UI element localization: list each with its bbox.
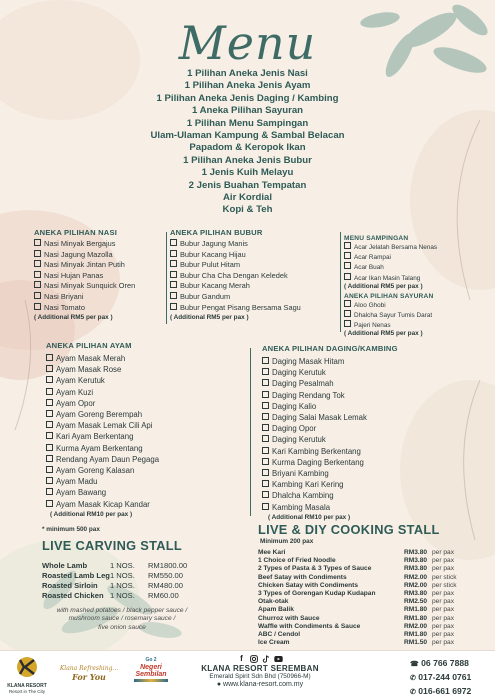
sampingan-note: ( Additional RM5 per pax ): [344, 282, 423, 290]
list-item: Ayam Kerutuk: [46, 375, 246, 386]
list-item: Ayam Madu: [46, 476, 246, 487]
item-unit: per stick: [432, 573, 457, 581]
item-price: RM1.80: [404, 631, 428, 639]
list-item: Daging Rendang Tok: [262, 390, 462, 401]
phone-line[interactable]: [410, 685, 494, 699]
ayam-title: ANEKA PILIHAN AYAM: [46, 341, 132, 350]
item-price: RM2.00: [404, 581, 428, 589]
carving-table: [42, 561, 187, 601]
package-item: 1 Jenis Kuih Melayu: [201, 167, 294, 179]
list-item: Acar Buah: [344, 262, 464, 272]
refreshing-logo: [54, 665, 124, 682]
list-item: Kari Kambing Berkentang: [262, 446, 462, 457]
list-item: Acar Ikan Masin Talang: [344, 273, 464, 283]
item-name: 2 Types of Pasta & 3 Types of Sauce: [258, 565, 372, 573]
daging-title: ANEKA PILIHAN DAGING/KAMBING: [262, 344, 398, 353]
table-row: [258, 606, 457, 614]
brand-tagline: Resort in The City: [9, 689, 45, 694]
item-name: Mee Kari: [258, 549, 286, 556]
ayam-section: [42, 341, 246, 533]
package-item: Kopi & Teh: [222, 204, 273, 216]
list-item: Nasi Minyak Bergajus: [34, 239, 164, 250]
item-unit: per pax: [432, 614, 454, 622]
item-unit: per pax: [432, 549, 454, 556]
nasi-note: ( Additional RM5 per pax ): [34, 314, 113, 322]
tiktok-icon[interactable]: [262, 655, 270, 663]
list-item: Rendang Ayam Daun Pegaga: [46, 454, 246, 465]
negeri-line: Go 2: [145, 657, 157, 663]
minimum-pax-note: * minimum 500 pax: [42, 525, 100, 533]
item-name: Otak-otak: [258, 598, 289, 606]
table-row: [258, 623, 457, 631]
table-row: [258, 557, 457, 565]
item-price: RM1.80: [404, 606, 428, 614]
whatsapp-icon: ✆: [410, 675, 416, 682]
list-item: Daging Kalio: [262, 401, 462, 412]
daging-note: ( Additional RM10 per pax ): [268, 513, 351, 521]
list-item: Ayam Masak Rose: [46, 364, 246, 375]
item-price: RM550.00: [147, 570, 183, 580]
item-qty: 1 NOS.: [109, 570, 135, 580]
list-item: Daging Kerutuk: [262, 367, 462, 378]
nasi-section: [34, 228, 164, 321]
phone-line[interactable]: [410, 671, 494, 685]
nasi-title: ANEKA PILIHAN NASI: [34, 228, 118, 237]
list-item: Kambing Masala: [262, 502, 462, 513]
klana-logo-icon: [12, 656, 42, 678]
item-price: RM2.00: [404, 573, 428, 581]
list-item: Nasi Minyak Sunquick Oren: [34, 281, 164, 292]
phone-line[interactable]: [410, 657, 494, 671]
list-item: Ayam Goreng Kalasan: [46, 465, 246, 476]
package-items: [0, 68, 495, 217]
bubur-title: ANEKA PILIHAN BUBUR: [170, 228, 263, 237]
list-item: Nasi Hujan Panas: [34, 271, 164, 282]
item-price: RM1800.00: [147, 560, 188, 570]
package-item: 1 Pilihan Aneka Jenis Daging / Kambing: [156, 92, 339, 104]
item-name: Whole Lamb: [42, 561, 88, 570]
item-name: Roasted Sirloin: [42, 581, 98, 590]
table-row: [258, 615, 457, 623]
item-price: RM3.80: [404, 549, 428, 556]
package-item: Air Kordial: [222, 192, 273, 204]
item-price: RM3.80: [404, 565, 428, 573]
package-item: 2 Jenis Buahan Tempatan: [188, 179, 307, 191]
item-name: Roasted Chicken: [42, 591, 104, 600]
list-item: Daging Pesalmah: [262, 378, 462, 389]
item-name: Waffle with Condiments & Sauce: [258, 622, 361, 630]
list-item: Bubur Jagung Manis: [170, 239, 340, 250]
list-item: Daging Salai Masak Lemak: [262, 412, 462, 423]
phone-list: [410, 657, 494, 699]
list-item: Nasi Briyani: [34, 292, 164, 303]
website-url[interactable]: www.klana-resort.com.my: [223, 681, 304, 688]
list-item: Kurma Ayam Berkentang: [46, 443, 246, 454]
table-row: [42, 571, 187, 581]
item-unit: per pax: [432, 606, 454, 614]
item-name: 1 Choice of Fried Noodle: [258, 557, 336, 565]
whatsapp-icon: ✆: [410, 689, 416, 696]
sayuran-title: ANEKA PILIHAN SAYURAN: [344, 292, 434, 300]
list-item: Ayam Goreng Berempah: [46, 409, 246, 420]
item-name: Chicken Satay with Condiments: [258, 581, 359, 589]
list-item: Pajeri Nenas: [344, 320, 464, 330]
negeri-line: Negeri: [140, 664, 162, 671]
subsidiary-name: Emerald Spirit Sdn Bhd (750966-M): [209, 673, 311, 680]
bubur-section: [170, 228, 340, 321]
sauce-note-line: with mashed potatoes / black pepper sauce /: [56, 607, 188, 614]
item-price: RM60.00: [147, 590, 179, 600]
list-item: Ayam Kuzi: [46, 387, 246, 398]
item-price: RM480.00: [147, 580, 183, 590]
item-price: RM2.00: [404, 622, 428, 630]
refreshing-line: For You: [72, 672, 106, 682]
company-info: [180, 655, 340, 688]
website-link[interactable]: [180, 681, 340, 688]
list-item: Bubur Pulut Hitam: [170, 260, 340, 271]
item-name: Beef Satay with Condiments: [258, 573, 347, 581]
item-name: Roasted Lamb Leg: [42, 571, 110, 580]
table-row: [258, 639, 457, 647]
daging-section: [262, 344, 462, 521]
sampingan-title: MENU SAMPINGAN: [344, 235, 409, 242]
list-item: Bubur Kacang Hijau: [170, 250, 340, 261]
social-icons: [180, 655, 340, 663]
package-item: 1 Pilihan Aneka Jenis Bubur: [183, 154, 312, 166]
table-row: [258, 565, 457, 573]
list-item: Ayam Opor: [46, 398, 246, 409]
item-unit: per pax: [432, 622, 454, 630]
list-item: Bubur Kacang Merah: [170, 281, 340, 292]
item-name: 3 Types of Gorengan Kudap Kudapan: [258, 590, 376, 598]
list-item: Bubur Gandum: [170, 292, 340, 303]
package-item: 1 Pilihan Aneka Jenis Nasi: [187, 68, 308, 79]
list-item: Kari Ayam Berkentang: [46, 431, 246, 442]
diy-table: [258, 549, 457, 647]
instagram-icon[interactable]: [250, 655, 258, 663]
table-row: [258, 549, 457, 557]
list-item: Kambing Kari Kering: [262, 479, 462, 490]
sauce-note-line: five onion sauce: [98, 623, 146, 631]
list-item: Aloo Ghobi: [344, 300, 464, 310]
phone-number[interactable]: 06 766 7888: [421, 658, 469, 668]
package-item: 1 Pilihan Menu Sampingan: [186, 117, 309, 129]
diy-minimum: Minimum 200 pax: [260, 538, 314, 545]
phone-number[interactable]: 016-661 6972: [418, 686, 472, 696]
sampingan-section: [344, 235, 464, 337]
ayam-note: ( Additional RM10 per pax ): [50, 510, 133, 518]
item-unit: per pax: [432, 639, 454, 647]
item-unit: per pax: [432, 565, 454, 573]
table-row: [258, 582, 457, 590]
footer: [0, 650, 495, 700]
list-item: Nasi Jagung Mazolla: [34, 250, 164, 261]
item-name: ABC / Cendol: [258, 631, 301, 639]
bubur-note: ( Additional RM5 per pax ): [170, 314, 249, 322]
wave-icon: [134, 679, 168, 682]
list-item: Kurma Daging Berkentang: [262, 457, 462, 468]
list-item: Ayam Masak Kicap Kandar: [46, 499, 246, 510]
list-item: Daging Opor: [262, 423, 462, 434]
item-price: RM3.80: [404, 557, 428, 565]
list-item: Daging Masak Hitam: [262, 356, 462, 367]
item-unit: per pax: [432, 557, 454, 565]
list-item: Ayam Masak Merah: [46, 353, 246, 364]
item-qty: 1 NOS.: [109, 560, 135, 570]
package-item: Papadom & Keropok Ikan: [189, 142, 306, 154]
list-item: Dhalcha Kambing: [262, 490, 462, 501]
package-item: 1 Aneka Pilihan Sayuran: [191, 105, 304, 117]
item-unit: per pax: [432, 590, 454, 598]
item-price: RM2.50: [404, 598, 428, 606]
list-item: Nasi Minyak Jintan Putih: [34, 260, 164, 271]
sauce-note: [42, 607, 202, 632]
carving-section: [42, 538, 242, 632]
brand-name: KLANA RESORT: [7, 683, 47, 689]
list-item: Briyani Kambing: [262, 468, 462, 479]
phone-number[interactable]: 017-244 0761: [418, 672, 472, 682]
item-price: RM1.50: [404, 639, 428, 647]
negeri-line: Sembilan: [135, 671, 167, 678]
table-row: [258, 598, 457, 606]
refreshing-line: Klana Refreshing...: [59, 665, 119, 672]
sauce-note-line: mushroom sauce / rosemary sauce /: [68, 615, 176, 623]
table-row: [258, 574, 457, 582]
list-item: Bubur Cha Cha Dengan Keledek: [170, 271, 340, 282]
table-row: [42, 581, 187, 591]
list-item: Dhalcha Sayur Tumis Darat: [344, 310, 464, 320]
item-unit: per stick: [432, 581, 457, 589]
menu-title: Menu: [178, 16, 317, 70]
item-name: Apam Balik: [258, 606, 294, 614]
item-name: Churroz with Sauce: [258, 614, 320, 622]
package-item: Ulam-Ulaman Kampung & Sambal Belacan: [150, 130, 345, 142]
divider: [166, 232, 167, 324]
item-qty: 1 NOS.: [109, 590, 135, 600]
phone-icon: ☎: [410, 661, 419, 668]
item-price: RM1.80: [404, 614, 428, 622]
table-row: [258, 590, 457, 598]
diy-section: [258, 522, 488, 647]
table-row: [258, 631, 457, 639]
list-item: Acar Rampai: [344, 252, 464, 262]
divider: [340, 232, 341, 332]
list-item: Ayam Masak Lemak Cili Api: [46, 420, 246, 431]
globe-icon: ●: [216, 681, 222, 688]
negeri-sembilan-logo: [128, 657, 174, 682]
item-unit: per pax: [432, 631, 454, 639]
company-name: KLANA RESORT SEREMBAN: [201, 664, 319, 673]
item-unit: per pax: [432, 598, 454, 606]
list-item: Nasi Tomato: [34, 303, 164, 314]
sayuran-note: ( Additional RM5 per pax ): [344, 330, 423, 338]
youtube-icon[interactable]: [274, 655, 283, 663]
diy-title: LIVE & DIY COOKING STALL: [258, 522, 440, 537]
klana-logo: [6, 656, 48, 695]
package-item: 1 Pilihan Aneka Jenis Ayam: [184, 80, 311, 92]
divider: [250, 348, 251, 516]
item-qty: 1 NOS.: [109, 580, 135, 590]
list-item: Daging Kerutuk: [262, 434, 462, 445]
item-name: Ice Cream: [258, 639, 290, 647]
facebook-icon[interactable]: f: [240, 654, 243, 663]
list-item: Ayam Bawang: [46, 487, 246, 498]
list-item: Acar Jelatah Bersama Nenas: [344, 242, 464, 252]
carving-title: LIVE CARVING STALL: [42, 538, 183, 553]
item-price: RM3.80: [404, 590, 428, 598]
table-row: [42, 591, 187, 601]
list-item: Bubur Pengat Pisang Bersama Sagu: [170, 303, 340, 314]
table-row: [42, 561, 187, 571]
